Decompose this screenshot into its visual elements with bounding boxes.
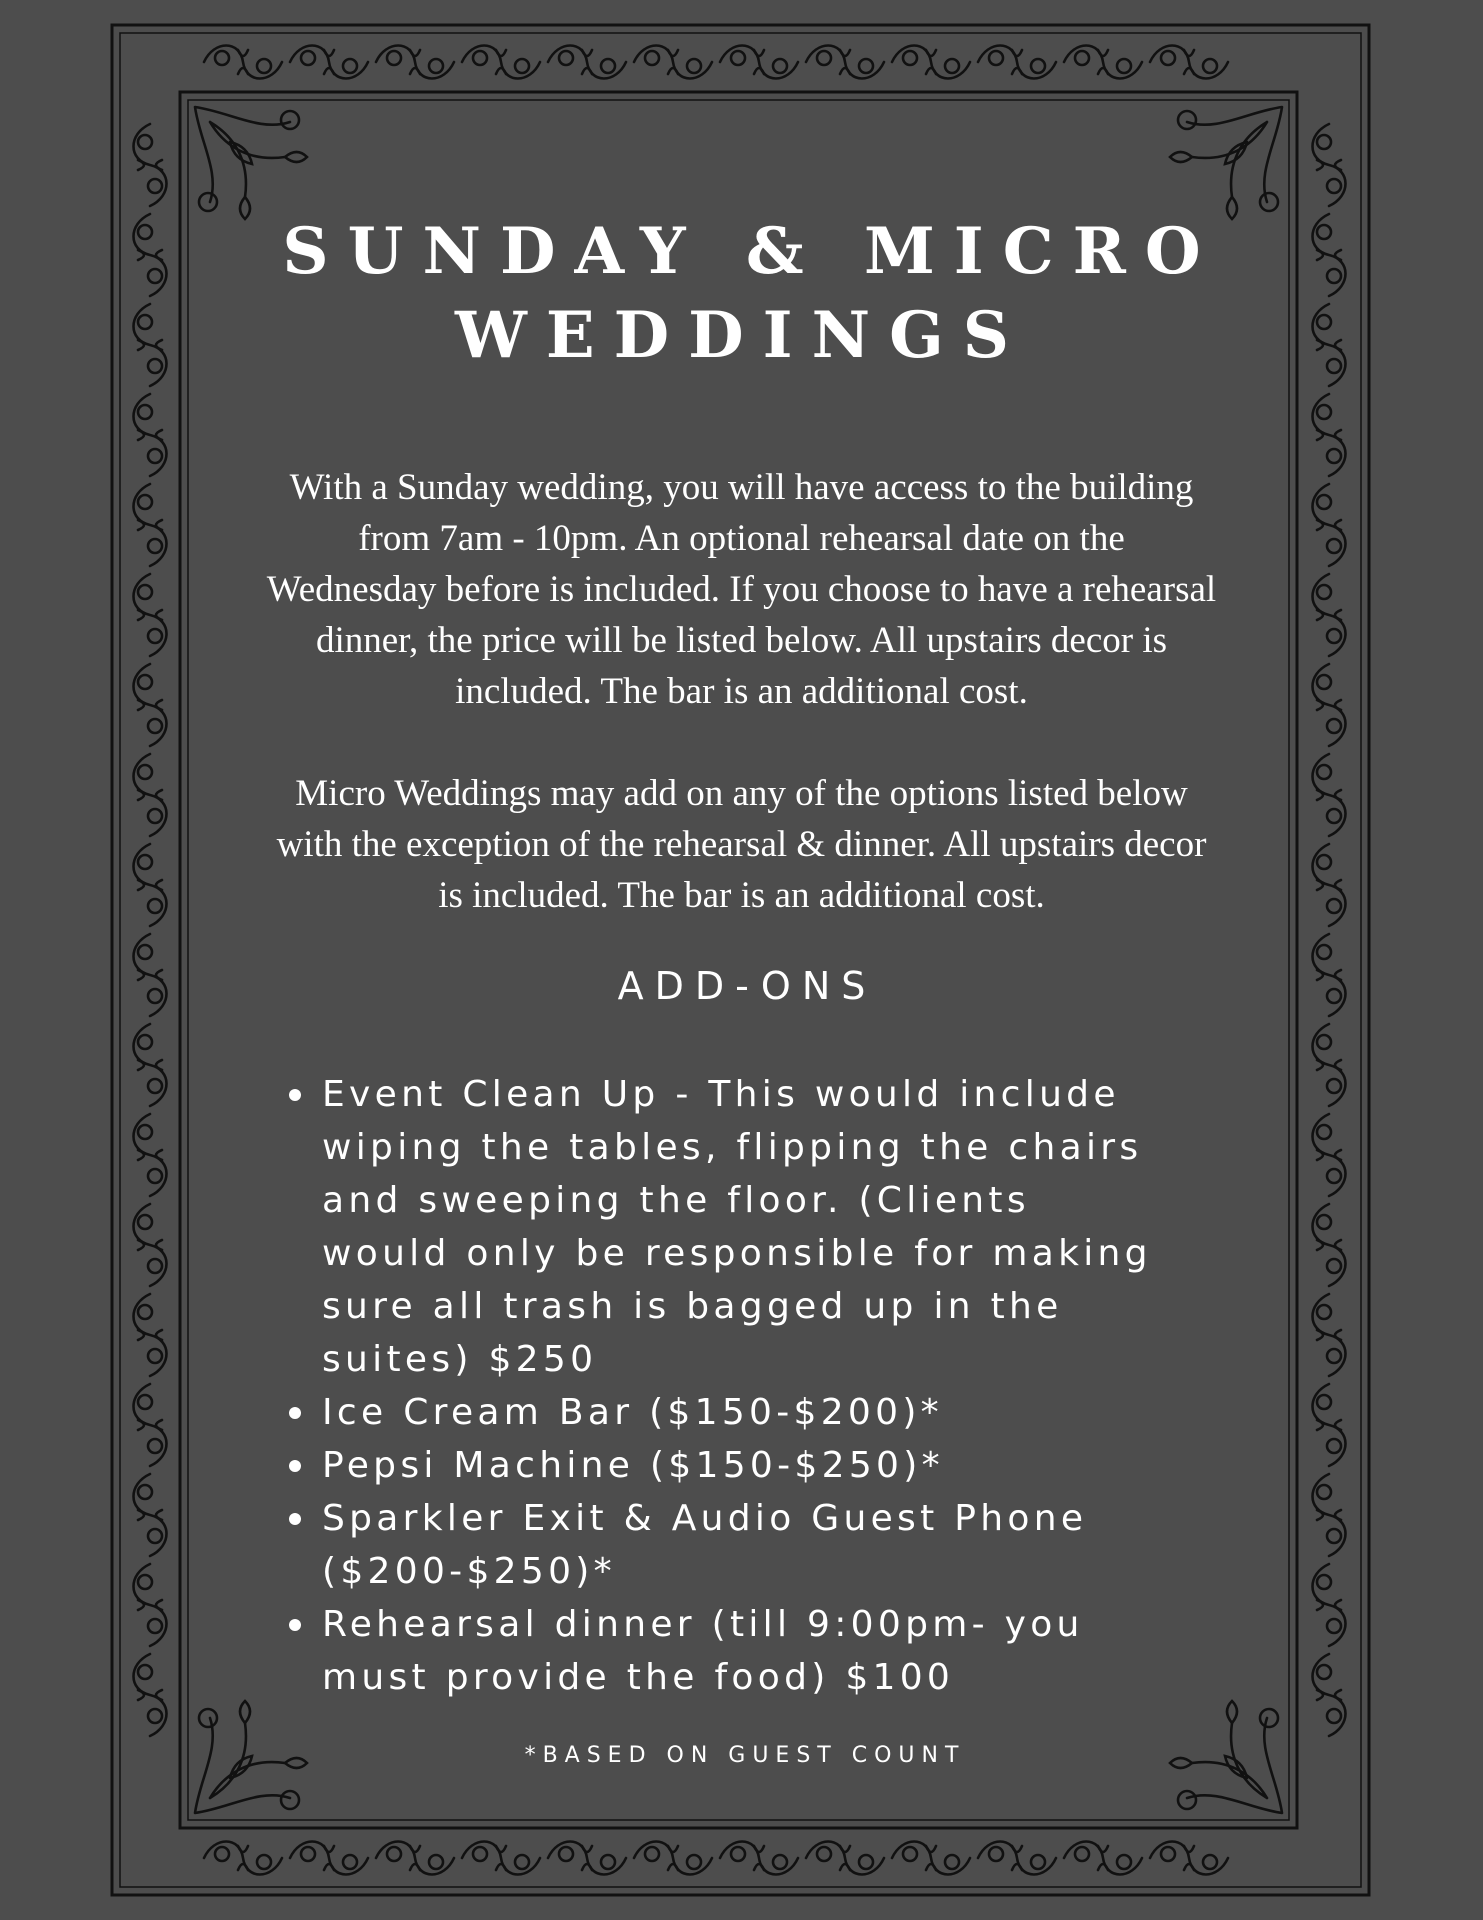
- intro-line: included. The bar is an additional cost.: [455, 671, 1028, 712]
- intro-line: is included. The bar is an additional cost.: [438, 875, 1045, 916]
- scroll-ornament: [134, 754, 167, 836]
- scroll-ornament: [1313, 1654, 1346, 1736]
- scroll-ornament: [1313, 1114, 1346, 1196]
- addons-list: [322, 1068, 1252, 1704]
- bullet-icon: [289, 1513, 301, 1525]
- intro-paragraph-micro: [230, 768, 1253, 921]
- scroll-ornament: [1313, 1204, 1346, 1286]
- scroll-ornament: [134, 934, 167, 1016]
- scroll-ornament: [134, 1654, 167, 1736]
- addon-item-pepsi-machine: [322, 1439, 1252, 1492]
- scroll-ornament: [134, 844, 167, 926]
- scroll-ornament: [1313, 1024, 1346, 1106]
- scroll-ornament: [134, 484, 167, 566]
- scroll-ornament: [134, 1564, 167, 1646]
- bullet-icon: [289, 1089, 301, 1101]
- addon-line: ($200-$250)*: [322, 1551, 616, 1592]
- addon-line: Sparkler Exit & Audio Guest Phone: [322, 1498, 1088, 1539]
- scroll-ornament: [134, 1294, 167, 1376]
- scroll-ornament: [134, 574, 167, 656]
- addon-line: suites) $250: [322, 1339, 598, 1380]
- scroll-ornament: [1313, 124, 1346, 206]
- scroll-ornament: [1313, 934, 1346, 1016]
- scroll-ornament: [1313, 754, 1346, 836]
- scroll-ornament: [134, 1114, 167, 1196]
- intro-line: from 7am - 10pm. An optional rehearsal date on the: [358, 518, 1125, 559]
- scroll-ornament: [1313, 394, 1346, 476]
- scroll-ornament: [134, 304, 167, 386]
- scroll-ornament: [1313, 1384, 1346, 1466]
- intro-paragraph-sunday: [230, 462, 1253, 717]
- content-panel: [230, 0, 1253, 1920]
- addon-item-ice-cream-bar: [322, 1386, 1252, 1439]
- addon-line: Event Clean Up - This would include: [322, 1074, 1120, 1115]
- addon-line: must provide the food) $100: [322, 1657, 955, 1698]
- intro-line: dinner, the price will be listed below. All upstairs decor is: [315, 620, 1168, 661]
- title-line-1: SUNDAY & MICRO: [282, 214, 1220, 289]
- addon-line: and sweeping the floor. (Clients: [322, 1180, 1030, 1221]
- scroll-ornament: [1313, 844, 1346, 926]
- scroll-ornament: [134, 1204, 167, 1286]
- scroll-ornament: [1313, 304, 1346, 386]
- scroll-ornament: [134, 214, 167, 296]
- scroll-ornament: [1313, 664, 1346, 746]
- intro-line: Micro Weddings may add on any of the options listed below: [295, 773, 1188, 814]
- addons-heading: ADD-ONS: [617, 964, 877, 1008]
- addon-line: Rehearsal dinner (till 9:00pm- you: [322, 1604, 1084, 1645]
- bullet-icon: [289, 1619, 301, 1631]
- scroll-ornament: [1313, 484, 1346, 566]
- addon-item-rehearsal-dinner: [322, 1598, 1252, 1704]
- footnote: *BASED ON GUEST COUNT: [524, 1743, 966, 1768]
- scroll-ornament: [1313, 1294, 1346, 1376]
- addon-line: Ice Cream Bar ($150-$200)*: [322, 1392, 943, 1433]
- scroll-ornament: [134, 1474, 167, 1556]
- addon-line: sure all trash is bagged up in the: [322, 1286, 1063, 1327]
- scroll-ornament: [134, 1384, 167, 1466]
- title-line-2: WEDDINGS: [455, 298, 1028, 373]
- addon-item-clean-up: [322, 1068, 1252, 1386]
- intro-line: with the exception of the rehearsal & dinner. All upstairs decor: [276, 824, 1207, 865]
- scroll-ornament: [134, 1024, 167, 1106]
- addon-line: Pepsi Machine ($150-$250)*: [322, 1445, 944, 1486]
- page-title: [230, 210, 1253, 378]
- scroll-ornament: [134, 394, 167, 476]
- intro-line: Wednesday before is included. If you choose to have a rehearsal: [266, 569, 1217, 610]
- scroll-ornament: [1313, 574, 1346, 656]
- addon-item-sparkler-exit: [322, 1492, 1252, 1598]
- addon-line: wiping the tables, flipping the chairs: [322, 1127, 1143, 1168]
- scroll-ornament: [1313, 1564, 1346, 1646]
- scroll-ornament: [1313, 1474, 1346, 1556]
- addon-line: would only be responsible for making: [322, 1233, 1152, 1274]
- scroll-ornament: [134, 124, 167, 206]
- bullet-icon: [289, 1407, 301, 1419]
- scroll-ornament: [1313, 214, 1346, 296]
- intro-line: With a Sunday wedding, you will have access to the building: [289, 467, 1194, 508]
- bullet-icon: [289, 1460, 301, 1472]
- scroll-ornament: [134, 664, 167, 746]
